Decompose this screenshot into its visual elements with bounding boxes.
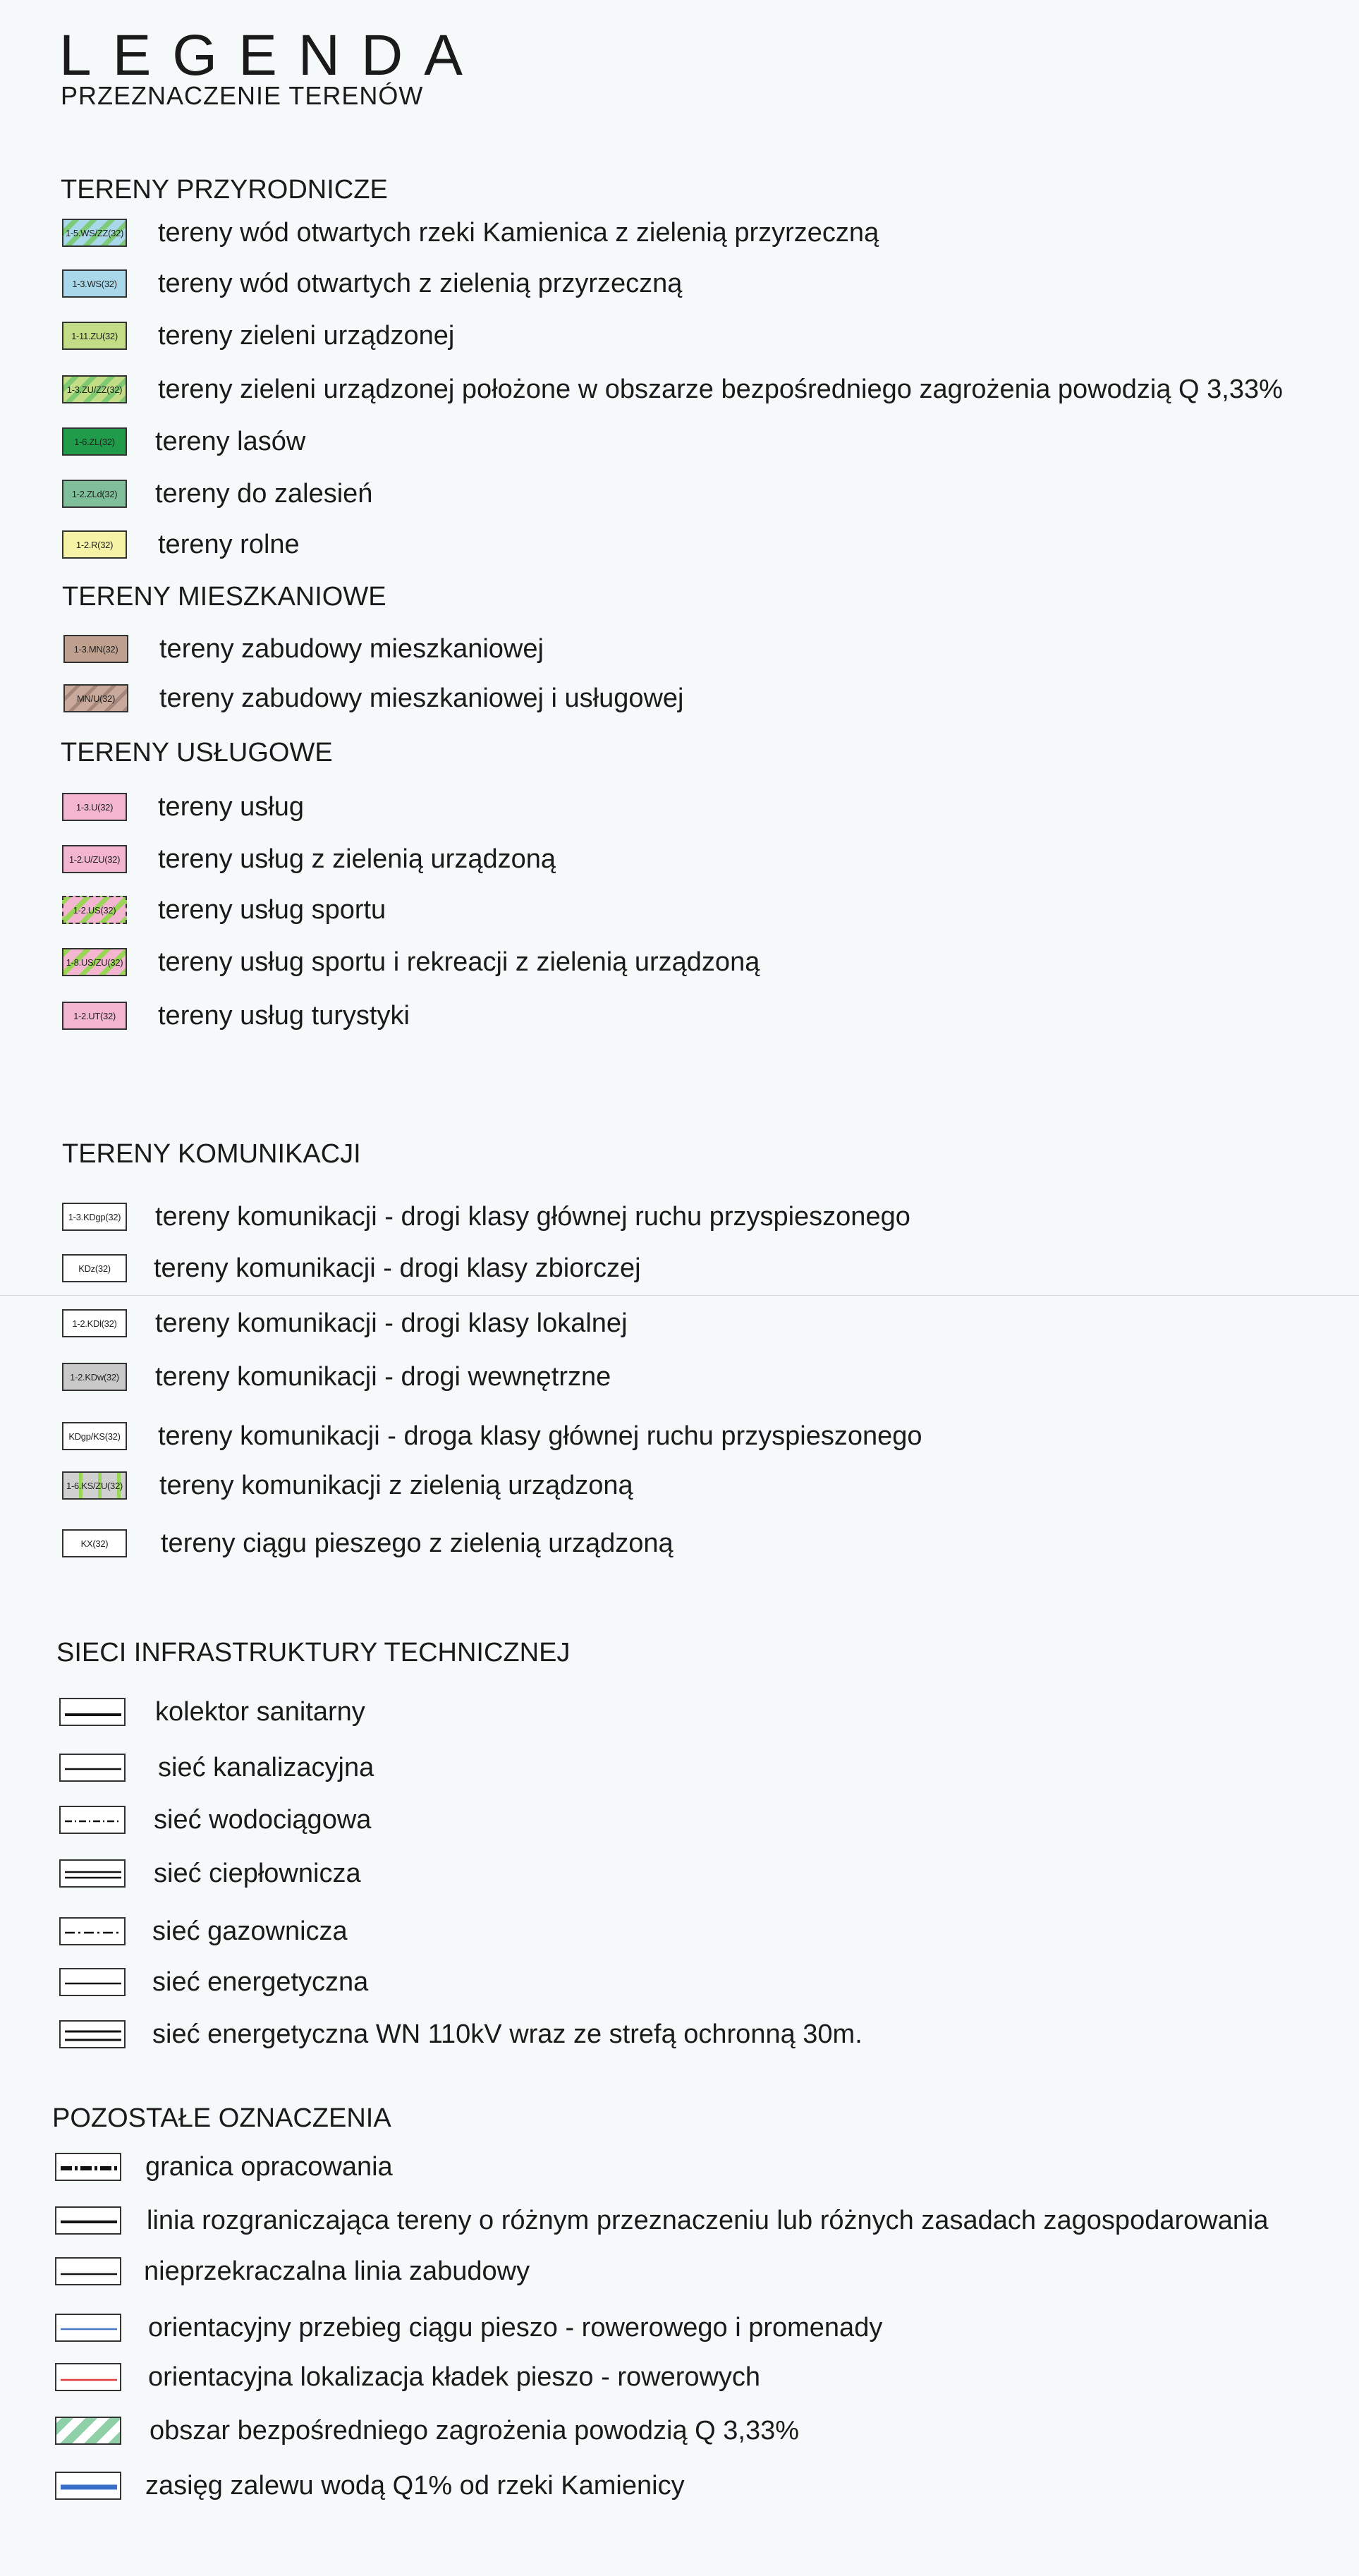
legend-item-label: tereny komunikacji - drogi klasy zbiorczej <box>154 1253 641 1283</box>
legend-item-label: orientacyjny przebieg ciągu pieszo - rowerowego i promenady <box>148 2313 883 2343</box>
legend-item-label: tereny lasów <box>155 427 306 456</box>
green-hatch-icon <box>55 2417 121 2445</box>
line-icon <box>55 2257 121 2285</box>
legend-item-label: sieć energetyczna WN 110kV wraz ze strefą ochronną 30m. <box>152 2019 863 2049</box>
line-icon <box>59 1968 126 1996</box>
service-swatch: 1-3.U(32) <box>62 793 127 821</box>
service-green-swatch: 1-2.U/ZU(32) <box>62 845 127 873</box>
legend-item-label: sieć wodociągowa <box>154 1805 372 1835</box>
legend-item-label: obszar bezpośredniego zagrożenia powodzią Q 3,33% <box>150 2416 800 2446</box>
legend-item-label: sieć ciepłownicza <box>154 1859 361 1888</box>
legend-item-label: tereny usług z zielenią urządzoną <box>158 844 556 874</box>
tourism-service-swatch: 1-2.UT(32) <box>62 1002 127 1030</box>
section-heading-infrastruktura: SIECI INFRASTRUKTURY TECHNICZNEJ <box>56 1638 571 1667</box>
pedestrian-swatch: KX(32) <box>62 1529 127 1557</box>
dashed-boundary-icon <box>55 2153 121 2181</box>
afforestation-swatch: 1-2.ZLd(32) <box>62 480 127 508</box>
legend-item-label: linia rozgraniczająca tereny o różnym przeznaczeniu lub różnych zasadach zagospodarowania <box>147 2206 1269 2235</box>
section-heading-komunikacji: TERENY KOMUNIKACJI <box>62 1139 361 1169</box>
section-heading-przyrodnicze: TERENY PRZYRODNICZE <box>61 175 388 205</box>
agricultural-swatch: 1-2.R(32) <box>62 530 127 559</box>
section-heading-mieszkaniowe: TERENY MIESZKANIOWE <box>62 582 386 612</box>
legend-item-label: tereny ciągu pieszego z zielenią urządzoną <box>161 1529 674 1558</box>
red-line-icon <box>55 2363 121 2391</box>
section-heading-pozostale: POZOSTAŁE OZNACZENIA <box>52 2103 391 2133</box>
line-icon <box>59 1754 126 1782</box>
legend-item-label: tereny zieleni urządzonej <box>158 321 455 351</box>
legend-item-label: tereny usług sportu <box>158 895 386 925</box>
blue-thick-line-icon <box>55 2472 121 2500</box>
legend-item-label: orientacyjna lokalizacja kładek pieszo - rowerowych <box>148 2362 761 2392</box>
road-internal-swatch: 1-2.KDw(32) <box>62 1363 127 1391</box>
legend-item-label: tereny do zalesień <box>155 479 373 509</box>
dash-dot-line-icon <box>59 1806 126 1834</box>
legend-item-label: tereny komunikacji z zielenią urządzoną <box>159 1471 633 1500</box>
legend-title: LEGENDA <box>59 23 484 87</box>
legend-subtitle: PRZEZNACZENIE TERENÓW <box>61 81 424 110</box>
sport-recreation-swatch: 1-8.US/ZU(32) <box>62 948 127 976</box>
legend-item-label: tereny zieleni urządzonej położone w obszarze bezpośredniego zagrożenia powodzią Q 3,33% <box>158 375 1283 404</box>
double-line-icon <box>59 1859 126 1888</box>
legend-item-label: zasięg zalewu wodą Q1% od rzeki Kamienicy <box>145 2471 685 2501</box>
legend-item-label: tereny zabudowy mieszkaniowej <box>159 634 544 664</box>
legend-item-label: tereny usług sportu i rekreacji z zielenią urządzoną <box>158 947 760 977</box>
legend-item-label: tereny usług <box>158 792 305 822</box>
divider-line <box>0 1295 1359 1296</box>
thick-line-icon <box>59 1698 126 1726</box>
legend-item-label: sieć kanalizacyjna <box>158 1753 374 1782</box>
dash-dot-line-icon <box>59 1917 126 1945</box>
double-thick-line-icon <box>59 2020 126 2048</box>
managed-green-flood-swatch: 1-3.ZU/ZZ(32) <box>62 375 127 403</box>
road-collector-swatch: KDz(32) <box>62 1254 127 1282</box>
legend-item-label: tereny komunikacji - drogi klasy głównej ruchu przyspieszonego <box>155 1202 910 1232</box>
legend-item-label: tereny zabudowy mieszkaniowej i usługowej <box>159 684 684 713</box>
legend-item-label: kolektor sanitarny <box>155 1697 365 1727</box>
road-local-swatch: 1-2.KDl(32) <box>62 1309 127 1337</box>
legend-item-label: nieprzekraczalna linia zabudowy <box>144 2256 530 2286</box>
legend-item-label: tereny wód otwartych z zielenią przyrzeczną <box>158 269 683 298</box>
road-main-ks-swatch: KDgp/KS(32) <box>62 1422 127 1450</box>
legend-item-label: tereny usług turystyki <box>158 1001 410 1031</box>
thick-line-icon <box>55 2206 121 2235</box>
sport-service-swatch: 1-2.US(32) <box>62 896 127 924</box>
residential-swatch: 1-3.MN(32) <box>63 635 128 663</box>
legend-item-label: tereny wód otwartych rzeki Kamienica z zielenią przyrzeczną <box>158 218 879 248</box>
blue-line-icon <box>55 2314 121 2342</box>
water-swatch: 1-3.WS(32) <box>62 269 127 298</box>
residential-service-swatch: MN/U(32) <box>63 684 128 712</box>
section-heading-uslugowe: TERENY USŁUGOWE <box>61 738 333 767</box>
road-green-swatch: 1-6.KS/ZU(32) <box>62 1471 127 1500</box>
legend-item-label: sieć gazownicza <box>152 1916 348 1946</box>
road-main-swatch: 1-3.KDgp(32) <box>62 1203 127 1231</box>
legend-item-label: sieć energetyczna <box>152 1967 369 1997</box>
water-greenery-swatch: 1-5.WS/ZZ(32) <box>62 219 127 247</box>
legend-item-label: tereny komunikacji - drogi wewnętrzne <box>155 1362 611 1392</box>
legend-item-label: tereny komunikacji - droga klasy głównej ruchu przyspieszonego <box>158 1421 922 1451</box>
legend-item-label: granica opracowania <box>145 2152 393 2182</box>
managed-green-swatch: 1-11.ZU(32) <box>62 322 127 350</box>
legend-item-label: tereny komunikacji - drogi klasy lokalnej <box>155 1308 628 1338</box>
forest-swatch: 1-6.ZL(32) <box>62 427 127 456</box>
legend-item-label: tereny rolne <box>158 530 300 559</box>
